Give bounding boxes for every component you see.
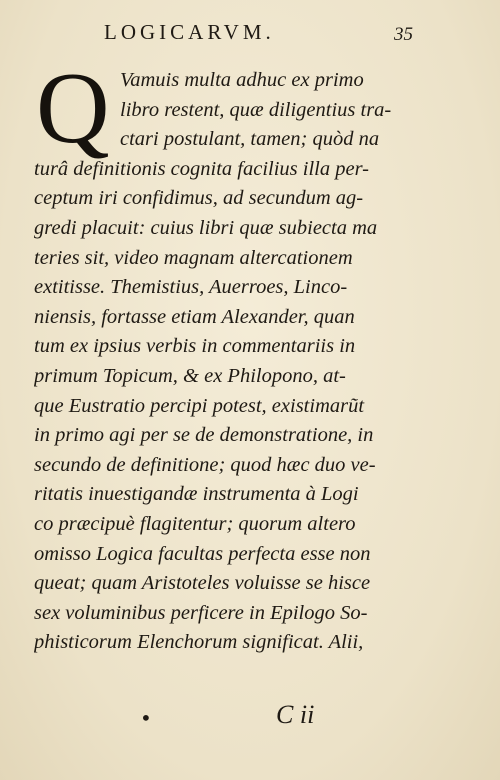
text-line: omisso Logica facultas perfecta esse non bbox=[34, 542, 371, 565]
signature-mark: C ii bbox=[276, 700, 315, 729]
dot-mark: • bbox=[140, 706, 152, 730]
text-line: niensis, fortasse etiam Alexander, quan bbox=[34, 305, 355, 328]
text-line: tum ex ipsius verbis in commentariis in bbox=[34, 335, 356, 358]
drop-cap: Q bbox=[36, 52, 110, 165]
text-line: secundo de definitione; quod hæc duo ve- bbox=[34, 453, 376, 476]
text-line: ceptum iri confidimus, ad secundum ag- bbox=[34, 187, 364, 210]
text-line: libro restent, quæ diligentius tra- bbox=[120, 98, 392, 121]
text-line: turâ definitionis cognita facilius illa per- bbox=[34, 157, 369, 180]
text-line: queat; quam Aristoteles voluisse se hisce bbox=[34, 572, 371, 595]
text-line: ctari postulant, tamen; quòd na bbox=[120, 128, 380, 151]
text-line: extitisse. Themistius, Auerroes, Linco- bbox=[34, 276, 348, 299]
text-line: teries sit, video magnam altercationem bbox=[34, 246, 353, 269]
page-number: 35 bbox=[394, 24, 413, 45]
text-line: Vamuis multa adhuc ex primo bbox=[120, 69, 364, 91]
text-line: sex voluminibus perficere in Epilogo So- bbox=[34, 601, 368, 624]
page-header bbox=[0, 20, 500, 50]
page-footer bbox=[0, 700, 500, 750]
text-line: ritatis inuestigandæ instrumenta à Logi bbox=[34, 483, 359, 506]
running-head: LOGICARVM. bbox=[104, 20, 275, 44]
text-line: co præcipuè flagitentur; quorum altero bbox=[34, 512, 356, 535]
text-line: que Eustratio percipi potest, existimarũt bbox=[34, 394, 365, 417]
text-line: in primo agi per se de demonstratione, in bbox=[34, 424, 374, 447]
body-text bbox=[34, 66, 424, 658]
text-line: phisticorum Elenchorum significat. Alii, bbox=[34, 631, 364, 654]
text-line: gredi placuit: cuius libri quæ subiecta ma bbox=[34, 216, 378, 239]
text-line: primum Topicum, & ex Philopono, at- bbox=[34, 364, 346, 387]
